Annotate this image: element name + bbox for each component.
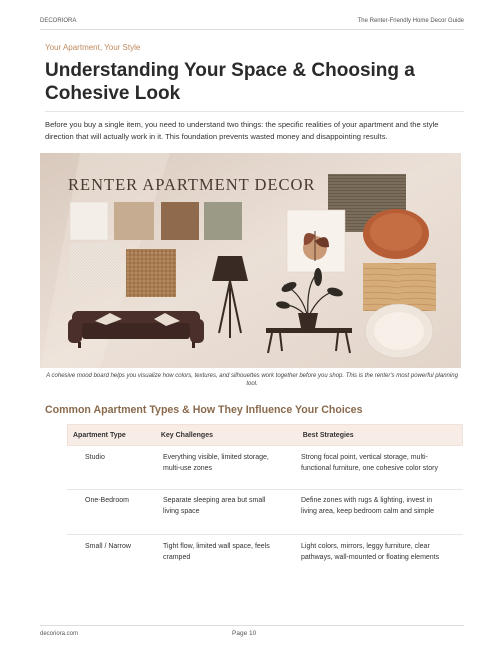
column-header-key-challenges: Key Challenges [160,431,213,439]
cell-key-challenges: Tight flow, limited wall space, feels cramped [163,543,270,561]
column-header-best-strategies: Best Strategies [302,431,354,439]
title-divider [45,111,464,112]
cell-best-strategies: Strong focal point, vertical storage, multi-functional furniture, one cohesive color story [301,454,438,472]
intro-paragraph: Before you buy a single item, you need to understand two things: the specific realities of your apartment and the style direction that will actually work in it. This foundation prevents wasted money and disappointing results. [45,120,439,141]
footer-divider [40,625,464,626]
page-title: Understanding Your Space & Choosing a Cohesive Look [45,60,415,104]
header-divider [40,29,464,30]
page-number: Page 10 [232,630,257,637]
table-row [67,490,463,535]
cell-key-challenges: Separate sleeping area but small living space [163,497,266,515]
header-brand: DECORIORA [40,18,77,24]
cell-apartment-type: Studio [85,454,105,461]
table-row [67,535,463,581]
cell-best-strategies: Light colors, mirrors, leggy furniture, clear pathways, wall-mounted or floating elements [301,543,440,561]
table-header-row [67,424,463,446]
cell-apartment-type: One-Bedroom [85,497,129,504]
footer-site: decoriora.com [40,631,79,637]
mood-board-caption: A cohesive mood board helps you visualize how colors, textures, and silhouettes work together before you shop. This is the renter's most powerful planning tool. [46,373,458,387]
cell-apartment-type: Small / Narrow [85,543,131,550]
cell-best-strategies: Define zones with rugs & lighting, invest in living area, keep bedroom calm and simple [301,497,435,515]
cell-key-challenges: Everything visible, limited storage, multi-use zones [163,454,269,472]
section-eyebrow: Your Apartment, Your Style [45,43,141,52]
apartment-types-table [67,424,463,581]
column-header-apartment-type: Apartment Type [73,431,126,439]
section-heading: Common Apartment Types & How They Influence Your Choices [45,404,363,416]
header-guide-title: The Renter-Friendly Home Decor Guide [357,18,464,24]
mood-board-heading: RENTER APARTMENT DECOR [68,175,316,194]
mood-board-image [40,153,461,368]
table-row [67,446,463,490]
